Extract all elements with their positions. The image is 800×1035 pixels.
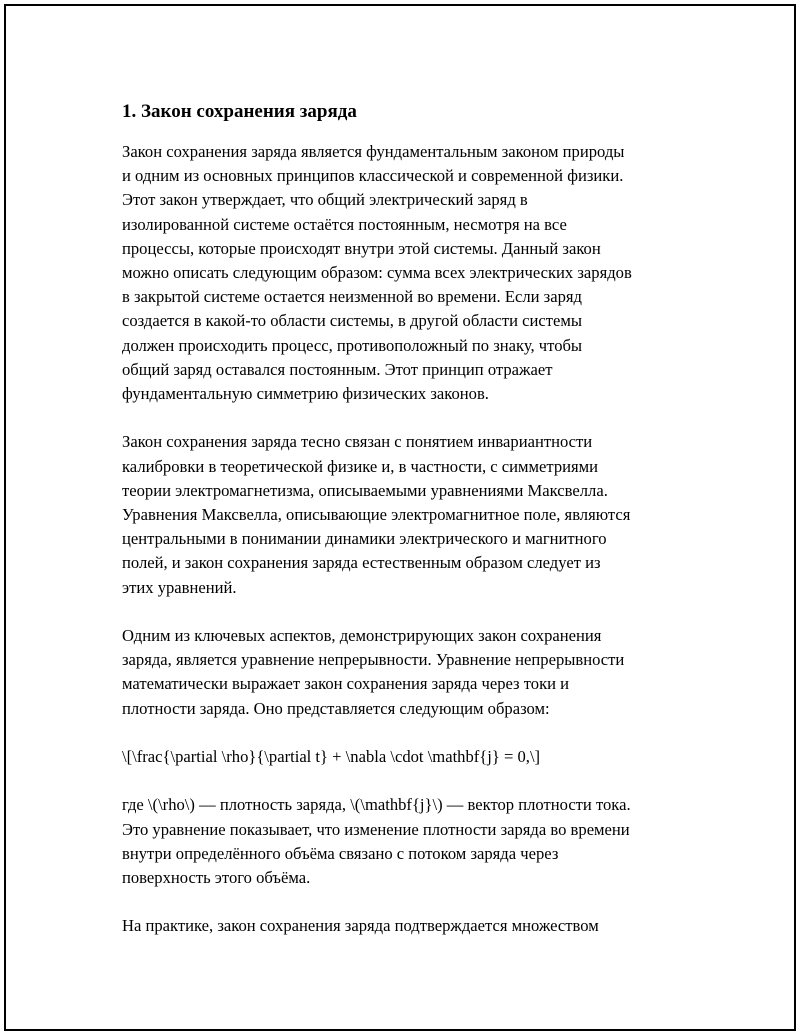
- text-line: заряда, является уравнение непрерывности. Уравнение непрерывности: [122, 650, 625, 670]
- page-frame: [4, 4, 796, 1031]
- text-line: Уравнения Максвелла, описывающие электромагнитное поле, являются: [122, 505, 631, 525]
- text-line: этих уравнений.: [122, 577, 237, 597]
- text-line: \[\frac{\partial \rho}{\partial t} + \nabla \cdot \mathbf{j} = 0,\]: [122, 747, 541, 767]
- section-heading: 1. Закон сохранения заряда: [122, 101, 357, 122]
- text-line: Закон сохранения заряда тесно связан с понятием инвариантности: [122, 432, 593, 452]
- paragraph-practice: [122, 914, 702, 938]
- text-line: можно описать следующим образом: сумма всех электрических зарядов: [122, 263, 632, 283]
- paragraph-gauge-invariance: [122, 430, 702, 599]
- paragraph-continuity-equation: [122, 624, 702, 721]
- text-line: плотности заряда. Оно представляется следующим образом:: [122, 698, 550, 718]
- text-line: изолированной системе остаётся постоянным, несмотря на все: [122, 214, 567, 234]
- text-line: теории электромагнетизма, описываемыми уравнениями Максвелла.: [122, 480, 608, 500]
- text-line: создается в какой-то области системы, в другой области системы: [122, 311, 583, 331]
- text-line: внутри определённого объёма связано с потоком заряда через: [122, 843, 559, 863]
- text-line: в закрытой системе остается неизменной во времени. Если заряд: [122, 287, 582, 307]
- paragraph-equation-explanation: [122, 793, 702, 890]
- text-line: полей, и закон сохранения заряда естественным образом следует из: [122, 553, 601, 573]
- text-line: Этот закон утверждает, что общий электрический заряд в: [122, 190, 528, 210]
- text-line: Закон сохранения заряда является фундаментальным законом природы: [122, 142, 625, 161]
- paragraph-intro: [122, 140, 702, 406]
- text-line: Это уравнение показывает, что изменение плотности заряда во времени: [122, 819, 630, 839]
- text-line: где \(\rho\) — плотность заряда, \(\mathbf{j}\) — вектор плотности тока.: [122, 795, 631, 815]
- text-line: математически выражает закон сохранения заряда через токи и: [122, 674, 570, 694]
- text-line: На практике, закон сохранения заряда подтверждается множеством: [122, 916, 599, 936]
- text-line: общий заряд оставался постоянным. Этот принцип отражает: [122, 359, 553, 379]
- text-line: должен происходить процесс, противоположный по знаку, чтобы: [122, 335, 583, 355]
- text-line: центральными в понимании динамики электрического и магнитного: [122, 529, 607, 549]
- text-line: и одним из основных принципов классической и современной физики.: [122, 166, 624, 186]
- text-line: процессы, которые происходят внутри этой системы. Данный закон: [122, 238, 601, 258]
- equation-continuity: [122, 745, 702, 769]
- text-line: поверхность этого объёма.: [122, 868, 311, 888]
- text-line: калибровки в теоретической физике и, в частности, с симметриями: [122, 456, 599, 476]
- text-line: Одним из ключевых аспектов, демонстрирующих закон сохранения: [122, 626, 602, 646]
- paragraphs-container: [122, 140, 702, 939]
- text-line: фундаментальную симметрию физических законов.: [122, 384, 489, 404]
- document-body: [122, 98, 702, 963]
